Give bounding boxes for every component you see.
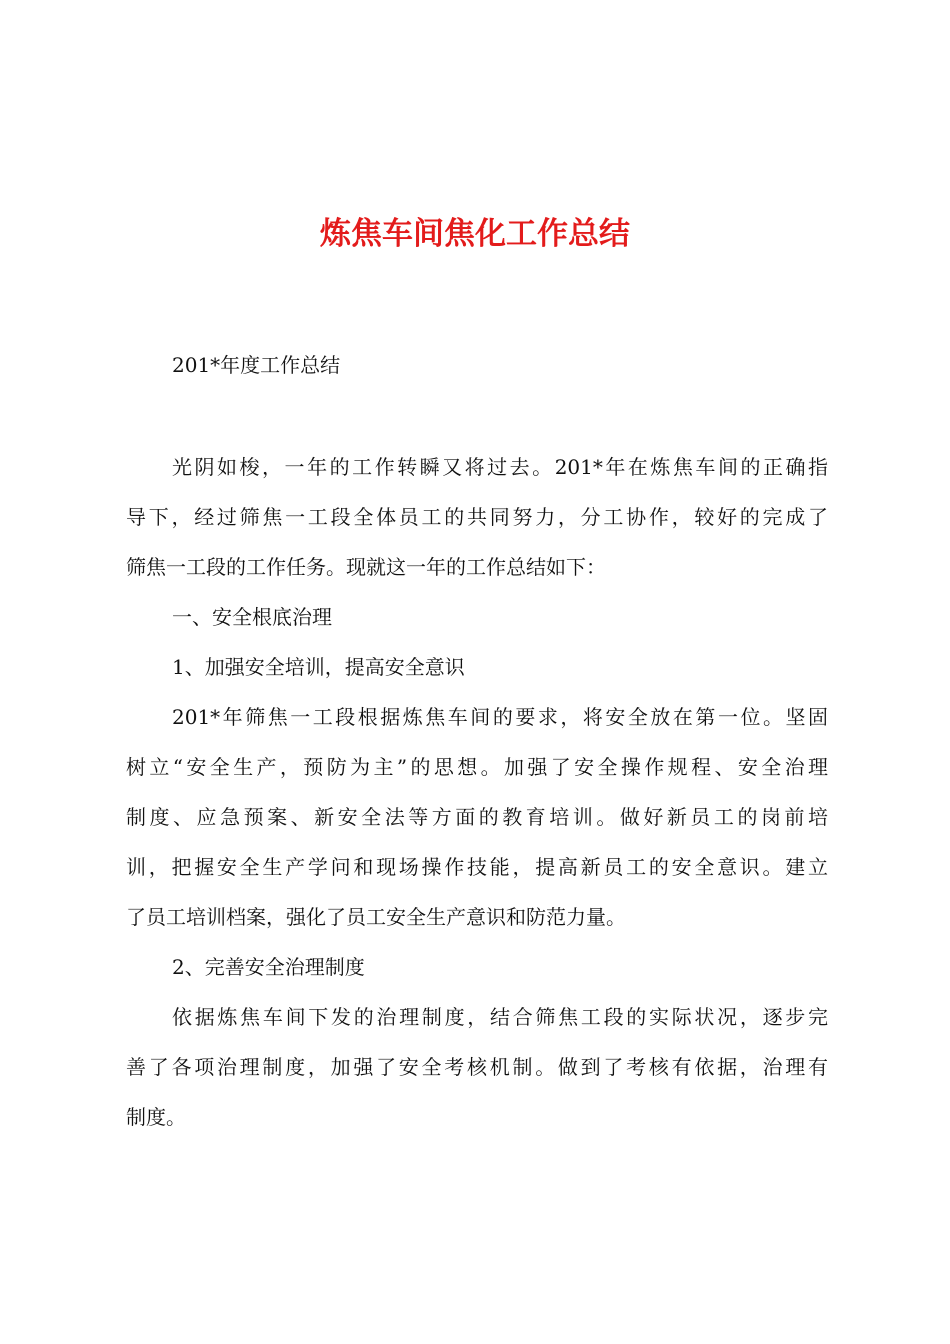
paragraph-system-line-2: 善了各项治理制度，加强了安全考核机制。做到了考核有依据，治理有 (126, 1055, 828, 1079)
document-title: 炼焦车间焦化工作总结 (320, 216, 630, 252)
section-heading-safety-management: 一、安全根底治理 (172, 605, 332, 629)
paragraph-training-line-2: 树立“安全生产，预防为主”的思想。加强了安全操作规程、安全治理 (126, 755, 828, 779)
subsection-heading-safety-training: 1、加强安全培训，提高安全意识 (172, 655, 465, 679)
paragraph-intro-line-3: 筛焦一工段的工作任务。现就这一年的工作总结如下： (126, 555, 606, 579)
paragraph-system-line-3: 制度。 (126, 1105, 186, 1129)
paragraph-intro-line-1: 光阴如梭，一年的工作转瞬又将过去。201*年在炼焦车间的正确指 (172, 455, 828, 479)
paragraph-system-line-1: 依据炼焦车间下发的治理制度，结合筛焦工段的实际状况，逐步完 (172, 1005, 828, 1029)
paragraph-training-line-5: 了员工培训档案，强化了员工安全生产意识和防范力量。 (126, 905, 626, 929)
paragraph-training-line-1: 201*年筛焦一工段根据炼焦车间的要求，将安全放在第一位。坚固 (172, 705, 828, 729)
paragraph-intro-line-2: 导下，经过筛焦一工段全体员工的共同努力，分工协作，较好的完成了 (126, 505, 828, 529)
subsection-heading-safety-system: 2、完善安全治理制度 (172, 955, 365, 979)
paragraph-training-line-4: 训，把握安全生产学问和现场操作技能，提高新员工的安全意识。建立 (126, 855, 828, 879)
section-heading-annual-summary: 201*年度工作总结 (172, 353, 341, 377)
paragraph-training-line-3: 制度、应急预案、新安全法等方面的教育培训。做好新员工的岗前培 (126, 805, 828, 829)
